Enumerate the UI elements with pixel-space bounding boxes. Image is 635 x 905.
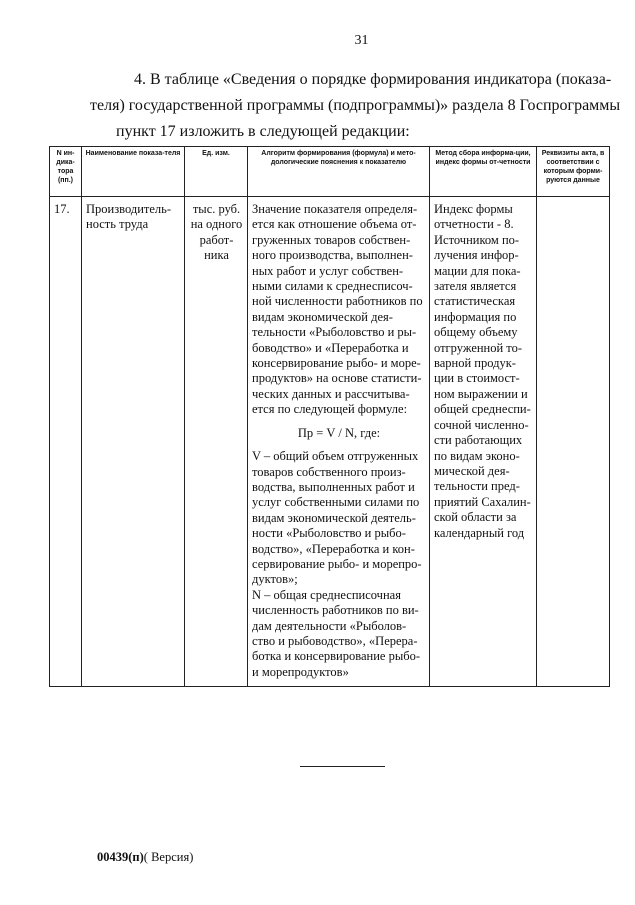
closing-rule [300,766,385,767]
intro-line-3: пункт 17 изложить в следующей редакции: [116,123,410,140]
table-header-row [50,147,610,197]
intro-line-2: теля) государственной программы (подпрограммы)» раздела 8 Госпрограммы [90,97,621,114]
algorithm-v-definition: V – общий объем отгруженных товаров собственного произ-водства, выполненных работ и услуг собственными силами по видам экономической деятель-ности «Рыболовство и рыбо-водство», «Переработка и кон-сервирование рыбо- и морепро-дуктов»; [252,449,422,587]
header-algorithm: Алгоритм формирования (формула) и мето-дологические пояснения к показателю [248,147,430,197]
intro-paragraph [90,67,621,145]
indicator-table [49,146,610,687]
cell-requisites [537,197,610,687]
cell-name: Производитель-ность труда [82,197,185,687]
footer [97,850,193,865]
header-requisites: Реквизиты акта, в соответствии с которым форми-руются данные [537,147,610,197]
table-row [50,197,610,687]
algorithm-n-definition: N – общая среднесписочная численность работников по ви-дам деятельности «Рыболов-ство и рыбоводство», «Перера-ботка и консервирование рыбо- и морепродуктов» [252,587,421,679]
cell-method: Индекс формы отчетности - 8. Источником по-лучения инфор-мации для пока-зателя является статистическая информация по общему объему отгруженной то-варной продук-ции в стоимост-ном выражении и общей среднеспи-сочной численно-сти работающих по видам эконо-мической дея-тельности пред-приятий Сахалин-ской области за календарный год [430,197,537,687]
header-name: Наименование показа-теля [82,147,185,197]
page-number: 31 [354,33,369,48]
cell-num: 17. [50,197,82,687]
algorithm-intro: Значение показателя определя-ется как отношение объема от-груженных товаров собствен-ного производства, выполнен-ных работ и услуг собствен-ными силами к среднесписоч-ной численности работников по видам экономической дея-тельности «Рыболовство и ры-боводство» и «Переработка и консервирование рыбо- и море-продуктов» на основе статисти-ческих данных и рассчитыва-ется по следующей формуле: [252,202,423,417]
cell-unit: тыс. руб. на одного работ-ника [185,197,248,687]
footer-version: ( Версия) [143,850,194,864]
footer-code: 00439(п) [97,850,144,864]
cell-algorithm [248,197,430,687]
header-unit: Ед. изм. [185,147,248,197]
header-method: Метод сбора информа-ции, индекс формы от-четности [430,147,537,197]
intro-line-1: 4. В таблице «Сведения о порядке формирования индикатора (показа- [134,71,612,88]
formula: Пр = V / N, где: [297,425,381,440]
header-num: N ин-дика-тора (пп.) [50,147,82,197]
